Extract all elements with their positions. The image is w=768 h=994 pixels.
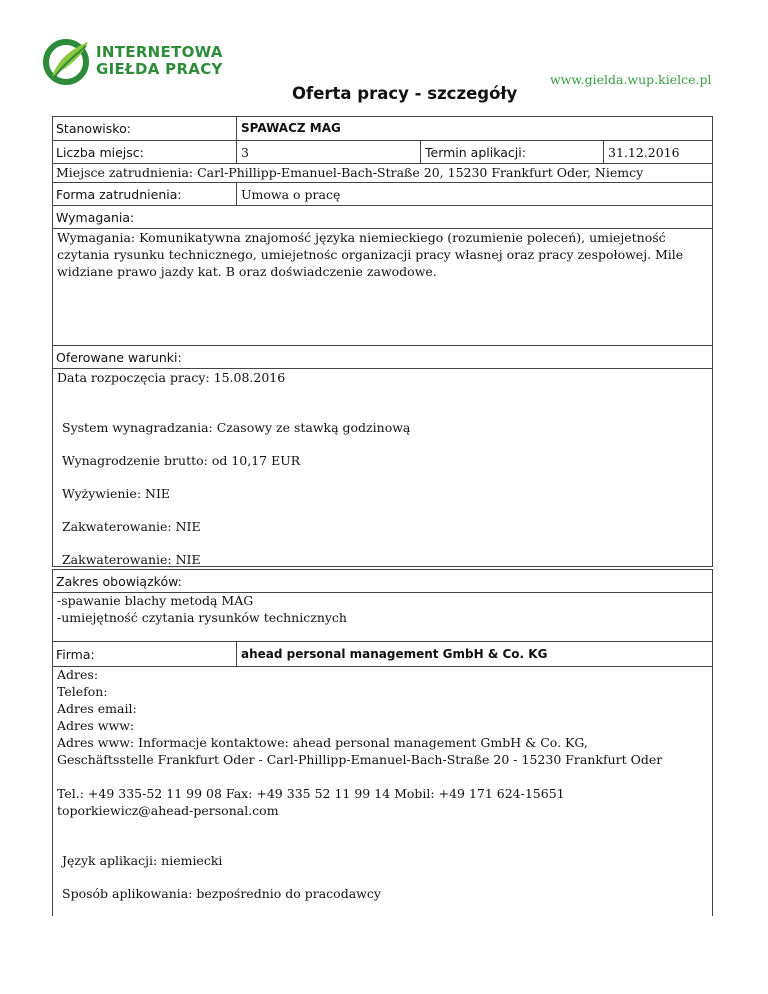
kontakt-tel: Tel.: +49 335-52 11 99 08 Fax: +49 335 52 11 99 14 Mobil: +49 171 624-15651 (57, 786, 565, 801)
kontakt-email-address[interactable]: toporkiewicz@ahead-personal.com (57, 803, 279, 818)
wymagania-line-2: czytania rysunku technicznego, umiejetnośc organizacji pracy własnej oraz pracy zespołowej. Mile (57, 247, 684, 262)
termin-value: 31.12.2016 (608, 145, 680, 160)
termin-label: Termin aplikacji: (425, 145, 526, 160)
logo-line1: INTERNETOWA (96, 43, 223, 61)
kontakt-email: Adres email: (57, 701, 137, 716)
liczba-miejsc-value: 3 (241, 145, 249, 160)
zakres-line-1: -spawanie blachy metodą MAG (57, 593, 254, 608)
sposob-aplikowania: Sposób aplikowania: bezpośrednio do pracodawcy (62, 886, 381, 901)
wymagania-label: Wymagania: (56, 210, 135, 225)
kontakt-adres: Adres: (57, 667, 99, 682)
miejsce-zatrudnienia: Miejsce zatrudnienia: Carl-Phillipp-Emanuel-Bach-Straße 20, 15230 Frankfurt Oder, Niemcy (56, 165, 644, 180)
wymagania-line-1: Wymagania: Komunikatywna znajomość języka niemieckiego (rozumienie poleceń), umiejetność (57, 230, 666, 245)
jezyk-aplikacji: Język aplikacji: niemiecki (62, 853, 223, 868)
stanowisko-label: Stanowisko: (56, 121, 131, 136)
firma-label: Firma: (56, 647, 95, 662)
logo-line2: GIEŁDA PRACY (96, 60, 223, 78)
kontakt-telefon: Telefon: (57, 684, 108, 699)
forma-label: Forma zatrudnienia: (56, 187, 182, 202)
zakres-line-2: -umiejętność czytania rysunków technicznych (57, 610, 347, 625)
liczba-miejsc-label: Liczba miejsc: (56, 145, 144, 160)
warunki-item-2: Wynagrodzenie brutto: od 10,17 EUR (62, 453, 301, 468)
kontakt-info-1: Adres www: Informacje kontaktowe: ahead personal management GmbH & Co. KG, (57, 735, 588, 750)
warunki-item-3: Wyżywienie: NIE (62, 486, 171, 501)
kontakt-www: Adres www: (57, 718, 135, 733)
logo (42, 36, 242, 88)
row-stanowisko (52, 116, 713, 141)
warunki-label: Oferowane warunki: (56, 350, 182, 365)
stanowisko-value: SPAWACZ MAG (241, 121, 341, 135)
warunki-start-date: Data rozpoczęcia pracy: 15.08.2016 (57, 370, 286, 385)
logo-leaf-icon (42, 36, 94, 88)
kontakt-info-2: Geschäftsstelle Frankfurt Oder - Carl-Phillipp-Emanuel-Bach-Straße 20 - 15230 Frankfurt Oder (57, 752, 663, 767)
warunki-item-1: System wynagradzania: Czasowy ze stawką godzinową (62, 420, 411, 435)
zakres-label: Zakres obowiązków: (56, 574, 182, 589)
warunki-item-4: Zakwaterowanie: NIE (62, 519, 201, 534)
site-url-link[interactable]: www.gielda.wup.kielce.pl (550, 72, 712, 87)
row-wymagania-label (52, 205, 713, 229)
firma-value: ahead personal management GmbH & Co. KG (241, 647, 548, 661)
wymagania-line-3: widziane prawo jazdy kat. B oraz doświadczenie zawodowe. (57, 264, 437, 279)
page-title: Oferta pracy - szczegóły (292, 84, 518, 103)
warunki-item-5: Zakwaterowanie: NIE (62, 552, 201, 567)
forma-value: Umowa o pracę (241, 187, 341, 202)
